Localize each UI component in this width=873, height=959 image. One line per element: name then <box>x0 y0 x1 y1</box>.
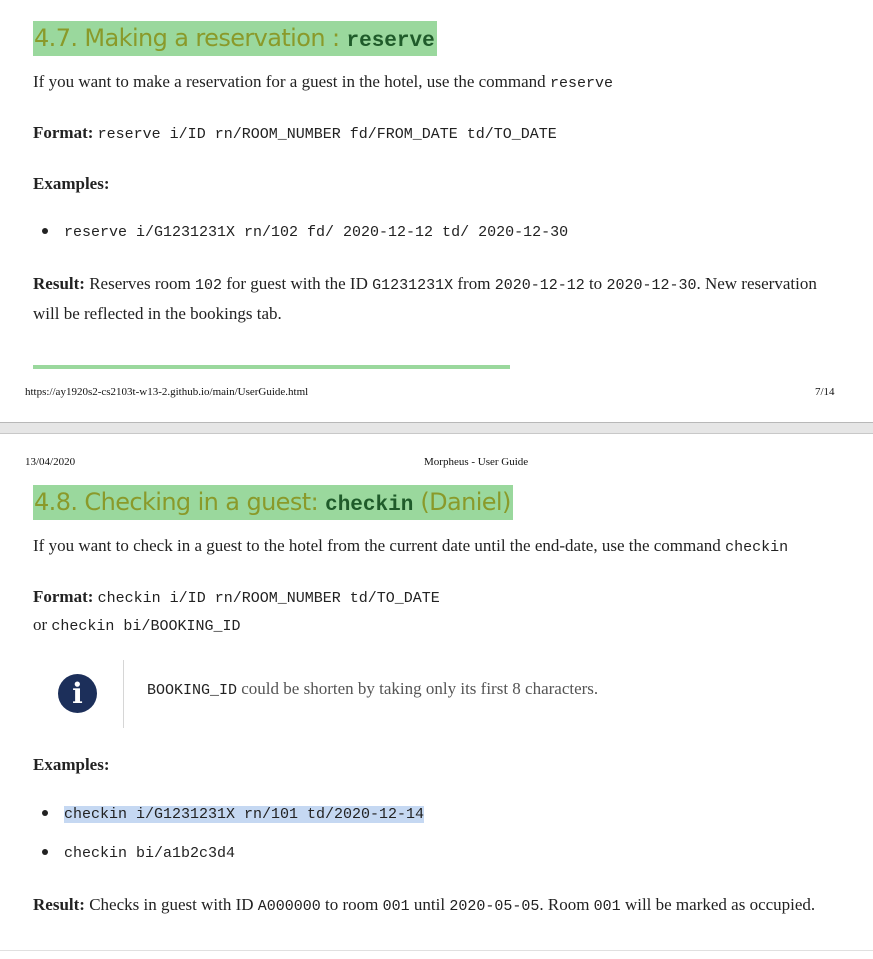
format-or-text: or <box>33 615 52 634</box>
heading-text: 4.8. Checking in a guest: <box>34 488 326 516</box>
format-alt-line <box>33 611 240 641</box>
info-note <box>52 660 752 730</box>
result-paragraph <box>33 270 833 328</box>
intro-text: If you want to check in a guest to the hotel from the current date until the end-date, use the command <box>33 536 726 555</box>
pdf-page-7 <box>0 0 873 422</box>
result-text: Reserves room <box>84 274 195 293</box>
page-number: 7/14 <box>815 386 835 398</box>
bullet-icon <box>42 849 48 855</box>
heading-text: 4.7. Making a reservation : <box>34 24 347 52</box>
result-paragraph <box>33 891 833 921</box>
page-bottom-edge <box>0 950 873 951</box>
result-text: to room <box>320 895 383 914</box>
list-item <box>42 806 424 823</box>
examples-label: Examples: <box>33 755 110 774</box>
result-code: 2020-12-30 <box>606 277 697 294</box>
result-code: 001 <box>382 898 410 915</box>
intro-code: reserve <box>549 75 613 92</box>
format-alt-code: checkin bi/BOOKING_ID <box>51 618 241 635</box>
result-text: will be marked as occupied. <box>620 895 816 914</box>
section-heading-4-8 <box>33 485 513 520</box>
note-body: could be shorten by taking only its first 8 characters. <box>237 679 599 698</box>
page-footer-url: https://ay1920s2-cs2103t-w13-2.github.io/main/UserGuide.html <box>25 386 309 398</box>
examples-label: Examples: <box>33 174 110 193</box>
result-code: G1231231X <box>372 277 454 294</box>
list-item <box>42 224 568 241</box>
intro-code: checkin <box>725 539 789 556</box>
bullet-icon <box>42 810 48 816</box>
heading-code: checkin <box>325 494 414 517</box>
format-label: Format: <box>33 587 94 606</box>
intro-text: If you want to make a reservation for a guest in the hotel, use the command <box>33 72 550 91</box>
result-text: . Room <box>539 895 594 914</box>
examples-heading <box>33 170 110 198</box>
example-code-selected[interactable]: checkin i/G1231231X rn/101 td/2020-12-14 <box>64 806 425 823</box>
page-header-date: 13/04/2020 <box>25 456 76 468</box>
result-label: Result: <box>33 274 85 293</box>
bullet-icon <box>42 228 48 234</box>
section-heading-4-7 <box>33 21 437 56</box>
example-code: checkin bi/a1b2c3d4 <box>64 845 236 862</box>
note-divider <box>123 660 124 728</box>
result-code: 001 <box>593 898 621 915</box>
result-text: Checks in guest with ID <box>84 895 258 914</box>
example-code: reserve i/G1231231X rn/102 fd/ 2020-12-12 td/ 2020-12-30 <box>64 224 569 241</box>
heading-suffix: (Daniel) <box>413 488 511 516</box>
format-line <box>33 583 440 613</box>
list-item <box>42 845 235 862</box>
result-code: A000000 <box>257 898 321 915</box>
note-text <box>147 679 598 699</box>
page-separator <box>0 422 873 434</box>
heading-code: reserve <box>346 30 435 53</box>
result-text: until <box>409 895 450 914</box>
result-code: 102 <box>194 277 222 294</box>
format-code: reserve i/ID rn/ROOM_NUMBER fd/FROM_DATE td/TO_DATE <box>97 126 557 143</box>
result-text: to <box>584 274 607 293</box>
result-code: 2020-05-05 <box>449 898 540 915</box>
info-icon: i <box>58 674 97 713</box>
format-code: checkin i/ID rn/ROOM_NUMBER td/TO_DATE <box>97 590 440 607</box>
result-code: 2020-12-12 <box>494 277 585 294</box>
examples-heading <box>33 751 110 779</box>
result-text: . New reservation will be reflected in the bookings tab. <box>33 274 817 323</box>
note-code: BOOKING_ID <box>147 682 238 699</box>
result-text: for guest with the ID <box>221 274 373 293</box>
format-line <box>33 119 557 149</box>
intro-paragraph <box>33 68 613 98</box>
result-label: Result: <box>33 895 85 914</box>
result-text: from <box>453 274 495 293</box>
page-header-title: Morpheus - User Guide <box>424 456 529 468</box>
format-label: Format: <box>33 123 94 142</box>
intro-paragraph <box>33 532 788 562</box>
section-divider <box>33 365 510 369</box>
